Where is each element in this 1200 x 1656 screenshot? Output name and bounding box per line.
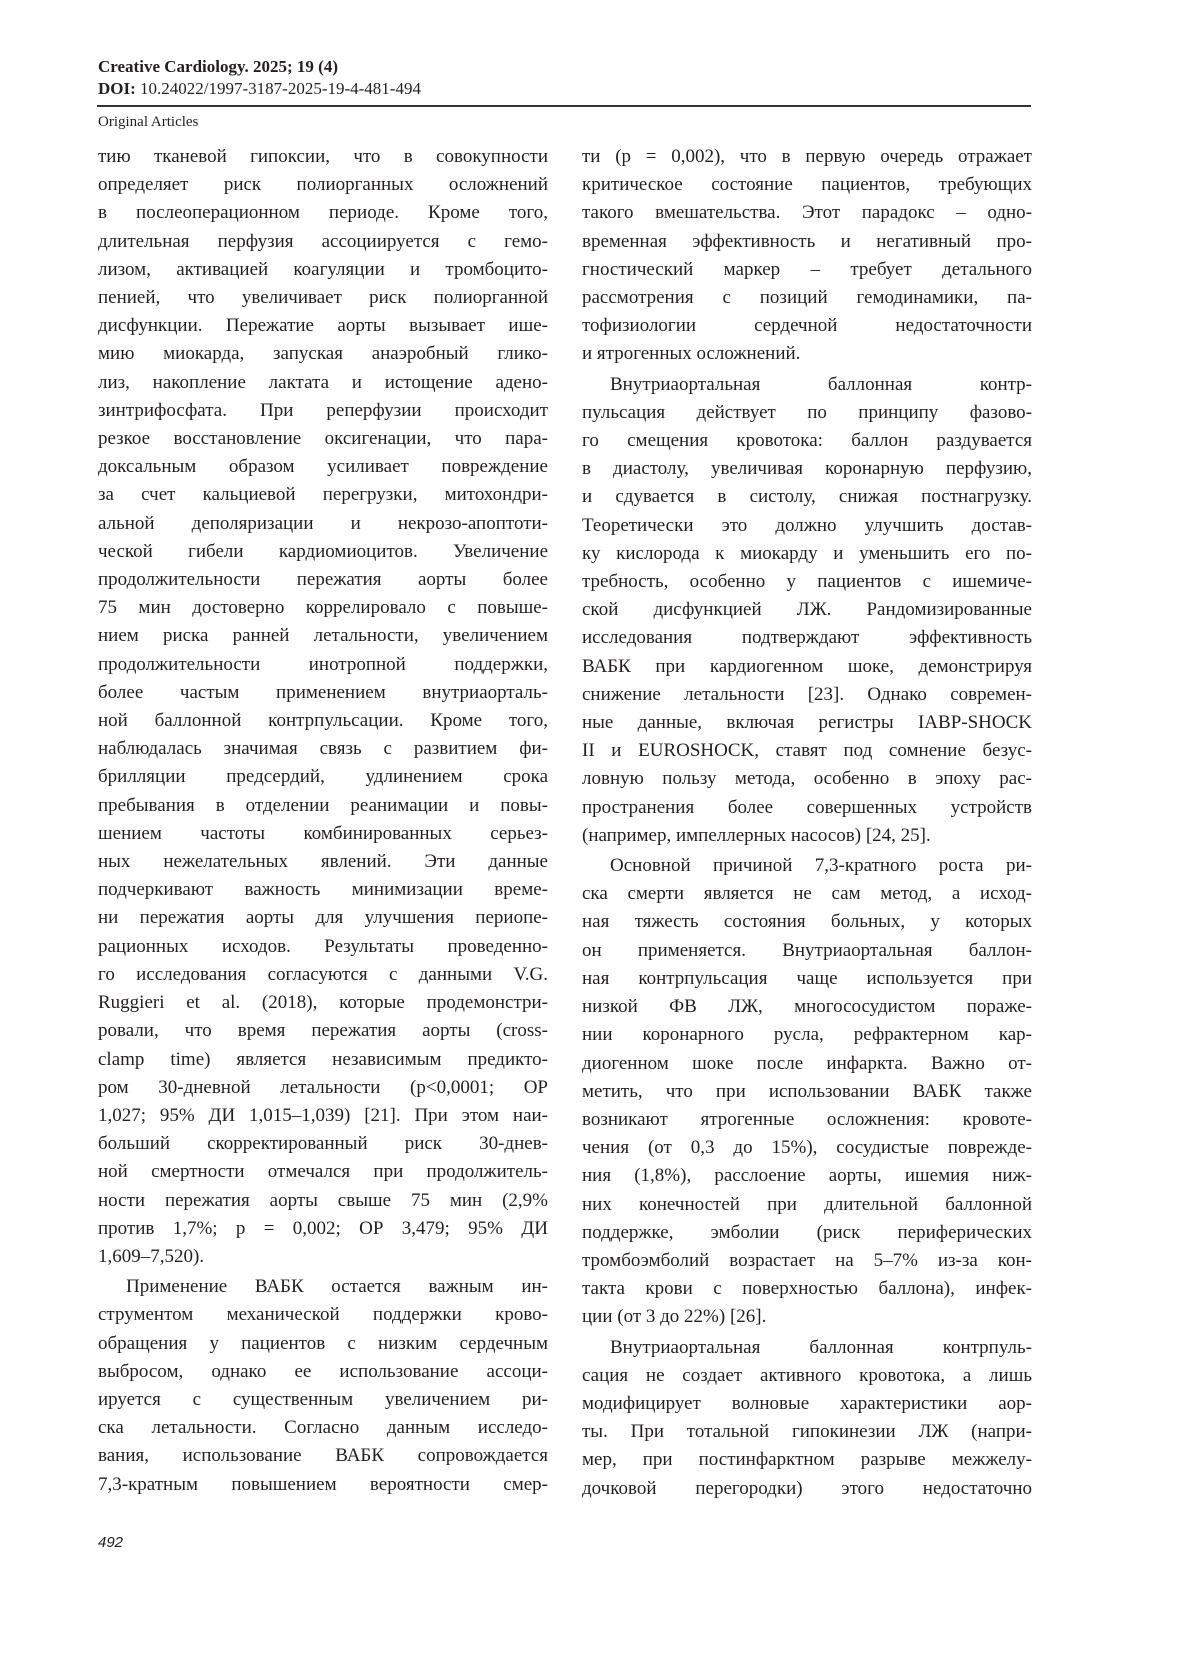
text-line: ции (от 3 до 22%) [26]. bbox=[582, 1303, 1032, 1331]
text-line: зинтрифосфата. При реперфузии происходит bbox=[98, 397, 548, 425]
doi-line bbox=[98, 79, 421, 99]
text-line: лиз, накопление лактата и истощение адено- bbox=[98, 369, 548, 397]
page-number: 492 bbox=[98, 1534, 123, 1551]
header-rule bbox=[97, 105, 1031, 107]
text-line: ти (p = 0,002), что в первую очередь отражает bbox=[582, 143, 1032, 171]
text-line: дисфункции. Пережатие аорты вызывает ише- bbox=[98, 312, 548, 340]
text-line: продолжительности пережатия аорты более bbox=[98, 566, 548, 594]
text-line: наблюдалась значимая связь с развитием фи- bbox=[98, 735, 548, 763]
text-line: го исследования согласуются с данными V.G. bbox=[98, 961, 548, 989]
text-line: ные данные, включая регистры IABP-SHOCK bbox=[582, 709, 1032, 737]
text-line: ной смертности отмечался при продолжитель- bbox=[98, 1158, 548, 1186]
text-line: ируется с существенным увеличением ри- bbox=[98, 1386, 548, 1414]
text-line: ром 30-дневной летальности (p<0,0001; ОР bbox=[98, 1074, 548, 1102]
text-line: рассмотрения с позиций гемодинамики, па- bbox=[582, 284, 1032, 312]
paragraph bbox=[582, 852, 1032, 1331]
text-line: метить, что при использовании ВАБК также bbox=[582, 1078, 1032, 1106]
text-line: выбросом, однако ее использование ассоци- bbox=[98, 1358, 548, 1386]
text-line: мер, при постинфарктном разрыве межжелу- bbox=[582, 1446, 1032, 1474]
text-line: нии коронарного русла, рефрактерном кар- bbox=[582, 1021, 1032, 1049]
text-line: ска летальности. Согласно данным исследо- bbox=[98, 1414, 548, 1442]
text-line: продолжительности инотропной поддержки, bbox=[98, 651, 548, 679]
text-line: ской дисфункцией ЛЖ. Рандомизированные bbox=[582, 596, 1032, 624]
text-line: низкой ФВ ЛЖ, многососудистом пораже- bbox=[582, 993, 1032, 1021]
text-line: подчеркивают важность минимизации време- bbox=[98, 876, 548, 904]
text-line: более частым применением внутриаорталь- bbox=[98, 679, 548, 707]
text-line: снижение летальности [23]. Однако современ- bbox=[582, 681, 1032, 709]
text-line: струментом механической поддержки крово- bbox=[98, 1301, 548, 1329]
text-line: ска смерти является не сам метод, а исход- bbox=[582, 880, 1032, 908]
text-line: рационных исходов. Результаты проведенно- bbox=[98, 933, 548, 961]
text-line: пребывания в отделении реанимации и повы- bbox=[98, 792, 548, 820]
text-line: сация не создает активного кровотока, а лишь bbox=[582, 1362, 1032, 1390]
text-line: модифицирует волновые характеристики аор- bbox=[582, 1390, 1032, 1418]
left-column bbox=[98, 143, 548, 1501]
text-line: 1,609–7,520). bbox=[98, 1243, 548, 1271]
text-line: в послеоперационном периоде. Кроме того, bbox=[98, 199, 548, 227]
text-line: обращения у пациентов с низким сердечным bbox=[98, 1330, 548, 1358]
text-line: Теоретически это должно улучшить достав- bbox=[582, 512, 1032, 540]
paragraph bbox=[98, 1273, 548, 1499]
text-line: ВАБК при кардиогенном шоке, демонстрируя bbox=[582, 653, 1032, 681]
text-line: за счет кальциевой перегрузки, митохондри- bbox=[98, 481, 548, 509]
text-line: такта крови с поверхностью баллона), инфек- bbox=[582, 1275, 1032, 1303]
text-line: Внутриаортальная баллонная контрпуль- bbox=[582, 1334, 1032, 1362]
text-line: пенией, что увеличивает риск полиорганной bbox=[98, 284, 548, 312]
paragraph bbox=[98, 143, 548, 1271]
text-line: тию тканевой гипоксии, что в совокупности bbox=[98, 143, 548, 171]
text-line: чения (от 0,3 до 15%), сосудистые поврежде- bbox=[582, 1134, 1032, 1162]
text-line: пульсация действует по принципу фазово- bbox=[582, 399, 1032, 427]
text-line: Применение ВАБК остается важным ин- bbox=[98, 1273, 548, 1301]
text-line: ности пережатия аорты свыше 75 мин (2,9% bbox=[98, 1187, 548, 1215]
text-line: мию миокарда, запуская анаэробный глико- bbox=[98, 340, 548, 368]
text-line: II и EUROSHOCK, ставят под сомнение безус- bbox=[582, 737, 1032, 765]
text-line: них конечностей при длительной баллонной bbox=[582, 1191, 1032, 1219]
doi-label: DOI: bbox=[98, 79, 136, 98]
text-line: ния (1,8%), расслоение аорты, ишемия ниж- bbox=[582, 1162, 1032, 1190]
text-line: поддержке, эмболии (риск периферических bbox=[582, 1219, 1032, 1247]
text-line: больший скорректированный риск 30-днев- bbox=[98, 1130, 548, 1158]
text-line: определяет риск полиорганных осложнений bbox=[98, 171, 548, 199]
text-line: ной баллонной контрпульсации. Кроме того, bbox=[98, 707, 548, 735]
text-line: возникают ятрогенные осложнения: кровоте- bbox=[582, 1106, 1032, 1134]
text-line: пространения более совершенных устройств bbox=[582, 794, 1032, 822]
text-line: исследования подтверждают эффективность bbox=[582, 624, 1032, 652]
text-line: ни пережатия аорты для улучшения периопе- bbox=[98, 904, 548, 932]
text-line: 1,027; 95% ДИ 1,015–1,039) [21]. При этом наи- bbox=[98, 1102, 548, 1130]
text-line: и сдувается в систолу, снижая постнагрузку. bbox=[582, 483, 1032, 511]
text-line: ческой гибели кардиомиоцитов. Увеличение bbox=[98, 538, 548, 566]
text-line: лизом, активацией коагуляции и тромбоцито- bbox=[98, 256, 548, 284]
paragraph bbox=[582, 143, 1032, 369]
text-line: требность, особенно у пациентов с ишемиче- bbox=[582, 568, 1032, 596]
text-line: доксальным образом усиливает повреждение bbox=[98, 453, 548, 481]
section-label: Original Articles bbox=[98, 114, 198, 131]
text-line: он применяется. Внутриаортальная баллон- bbox=[582, 937, 1032, 965]
text-line: против 1,7%; p = 0,002; ОР 3,479; 95% ДИ bbox=[98, 1215, 548, 1243]
text-line: 75 мин достоверно коррелировало с повыше- bbox=[98, 594, 548, 622]
text-line: Основной причиной 7,3-кратного роста ри- bbox=[582, 852, 1032, 880]
text-line: ная контрпульсация чаще используется при bbox=[582, 965, 1032, 993]
right-column bbox=[582, 143, 1032, 1505]
text-line: вания, использование ВАБК сопровождается bbox=[98, 1442, 548, 1470]
text-line: ная тяжесть состояния больных, у которых bbox=[582, 908, 1032, 936]
doi-value: 10.24022/1997-3187-2025-19-4-481-494 bbox=[140, 79, 421, 98]
text-line: го смещения кровотока: баллон раздувается bbox=[582, 427, 1032, 455]
text-line: шением частоты комбинированных серьез- bbox=[98, 820, 548, 848]
text-line: в диастолу, увеличивая коронарную перфузию, bbox=[582, 455, 1032, 483]
text-line: такого вмешательства. Этот парадокс – одно- bbox=[582, 199, 1032, 227]
text-line: ловную пользу метода, особенно в эпоху рас- bbox=[582, 765, 1032, 793]
text-line: альной деполяризации и некрозо-апоптоти- bbox=[98, 510, 548, 538]
text-line: clamp time) является независимым предикто- bbox=[98, 1046, 548, 1074]
text-line: ровали, что время пережатия аорты (cross- bbox=[98, 1017, 548, 1045]
text-line: (например, импеллерных насосов) [24, 25]. bbox=[582, 822, 1032, 850]
text-line: ку кислорода к миокарду и уменьшить его по- bbox=[582, 540, 1032, 568]
text-line: 7,3-кратным повышением вероятности смер- bbox=[98, 1471, 548, 1499]
text-line: и ятрогенных осложнений. bbox=[582, 340, 1032, 368]
paragraph bbox=[582, 1334, 1032, 1503]
text-line: резкое восстановление оксигенации, что пара- bbox=[98, 425, 548, 453]
text-line: брилляции предсердий, удлинением срока bbox=[98, 763, 548, 791]
text-line: гностический маркер – требует детального bbox=[582, 256, 1032, 284]
text-line: временная эффективность и негативный про- bbox=[582, 228, 1032, 256]
text-line: нием риска ранней летальности, увеличением bbox=[98, 622, 548, 650]
text-line: дочковой перегородки) этого недостаточно bbox=[582, 1475, 1032, 1503]
text-line: длительная перфузия ассоциируется с гемо- bbox=[98, 228, 548, 256]
text-line: тофизиологии сердечной недостаточности bbox=[582, 312, 1032, 340]
text-line: ты. При тотальной гипокинезии ЛЖ (напри- bbox=[582, 1418, 1032, 1446]
text-line: критическое состояние пациентов, требующих bbox=[582, 171, 1032, 199]
text-line: диогенном шоке после инфаркта. Важно от- bbox=[582, 1050, 1032, 1078]
paragraph bbox=[582, 371, 1032, 850]
text-line: ных нежелательных явлений. Эти данные bbox=[98, 848, 548, 876]
text-line: Внутриаортальная баллонная контр- bbox=[582, 371, 1032, 399]
text-line: Ruggieri et al. (2018), которые продемонстри- bbox=[98, 989, 548, 1017]
text-line: тромбоэмболий возрастает на 5–7% из-за кон- bbox=[582, 1247, 1032, 1275]
journal-title: Creative Cardiology. 2025; 19 (4) bbox=[98, 57, 338, 77]
